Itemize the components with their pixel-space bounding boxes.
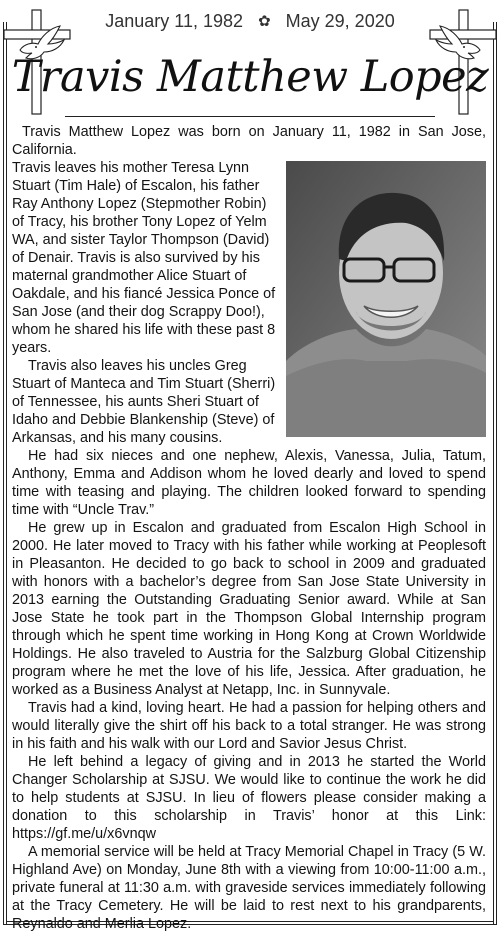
- name-underline: [65, 116, 435, 117]
- birth-date: January 11, 1982: [105, 10, 244, 31]
- death-date: May 29, 2020: [285, 10, 395, 31]
- obituary-body: [12, 123, 486, 933]
- frame-left-line-inner: [6, 22, 7, 924]
- paragraph-relatives: Travis also leaves his uncles Greg Stuart of Manteca and Tim Stuart (Sherri) of Tennessee, his aunts Sheri Stuart of Idaho and Debbie Blankenship (Steve) of Arkansas, and his many cousins.: [12, 358, 276, 446]
- paragraph-survivors: Travis leaves his mother Teresa Lynn Stuart (Tim Hale) of Escalon, his father Ray Anthony Lopez (Stepmother Robin) of Tracy, his brother Tony Lopez of Yelm WA, and sister Taylor Thompson (David) of Denair. Travis is also survived by his maternal grandmother Alice Stuart of Oakdale, and his fiancé Jessica Ponce of San Jose (and their dog Scrappy Doo!), whom he shared his life with these past 8 years.: [12, 160, 276, 356]
- paragraph-nieces-nephew: He had six nieces and one nephew, Alexis, Vanessa, Julia, Tatum, Anthony, Emma and Addison whom he loved dearly and loved to spend time with teasing and playing. The children looked forward to spending time with “Uncle Trav.”: [12, 448, 486, 518]
- portrait-photo: [286, 161, 486, 437]
- paragraph-character: Travis had a kind, loving heart. He had a passion for helping others and would literally give the shirt off his back to a total stranger. He was strong in his faith and his walk with our Lord and Savior Jesus Christ.: [12, 700, 486, 752]
- flower-icon: ✿: [258, 13, 271, 31]
- paragraph-scholarship: He left behind a legacy of giving and in 2013 he started the World Changer Scholarship at SJSU. We would like to continue the work he did to help students at SJSU. In lieu of flowers please consider making a donation to this scholarship in Travis’ honor at this Link: https://gf.me/u/x6vnqw: [12, 754, 486, 842]
- paragraph-birth: Travis Matthew Lopez was born on January 11, 1982 in San Jose, California.: [12, 124, 486, 158]
- frame-left-line: [3, 22, 4, 924]
- life-dates: [0, 10, 500, 32]
- deceased-name: Travis Matthew Lopez: [11, 52, 489, 102]
- frame-right-line: [496, 22, 497, 924]
- frame-right-line-inner: [493, 22, 494, 924]
- portrait-icon: [286, 161, 486, 437]
- paragraph-service: A memorial service will be held at Tracy Memorial Chapel in Tracy (5 W. Highland Ave) on Monday, June 8th with a viewing from 10:00-11:00 a.m., private funeral at 11:30 a.m. with graveside services immediately following at the Tracy Cemetery. He will be laid to rest next to his grandparents, Reynaldo and Merlia Lopez.: [12, 844, 486, 932]
- paragraph-education-career: He grew up in Escalon and graduated from Escalon High School in 2000. He later moved to Tracy with his father while working at Peoplesoft in Pleasanton. He decided to go back to school in 2009 and graduated with honors with a bachelor’s degree from San Jose State University in 2013 earning the Outstanding Graduating Senior award. While at San Jose State he took part in the Thompson Global Internship program through which he spent time working in Hong Kong at Crown Worldwide Holdings. He also traveled to Austria for the Salzburg Global Citizenship program where he met the love of his life, Jessica. After graduation, he worked as a Business Analyst at Netapp, Inc. in Sunnyvale.: [12, 520, 486, 698]
